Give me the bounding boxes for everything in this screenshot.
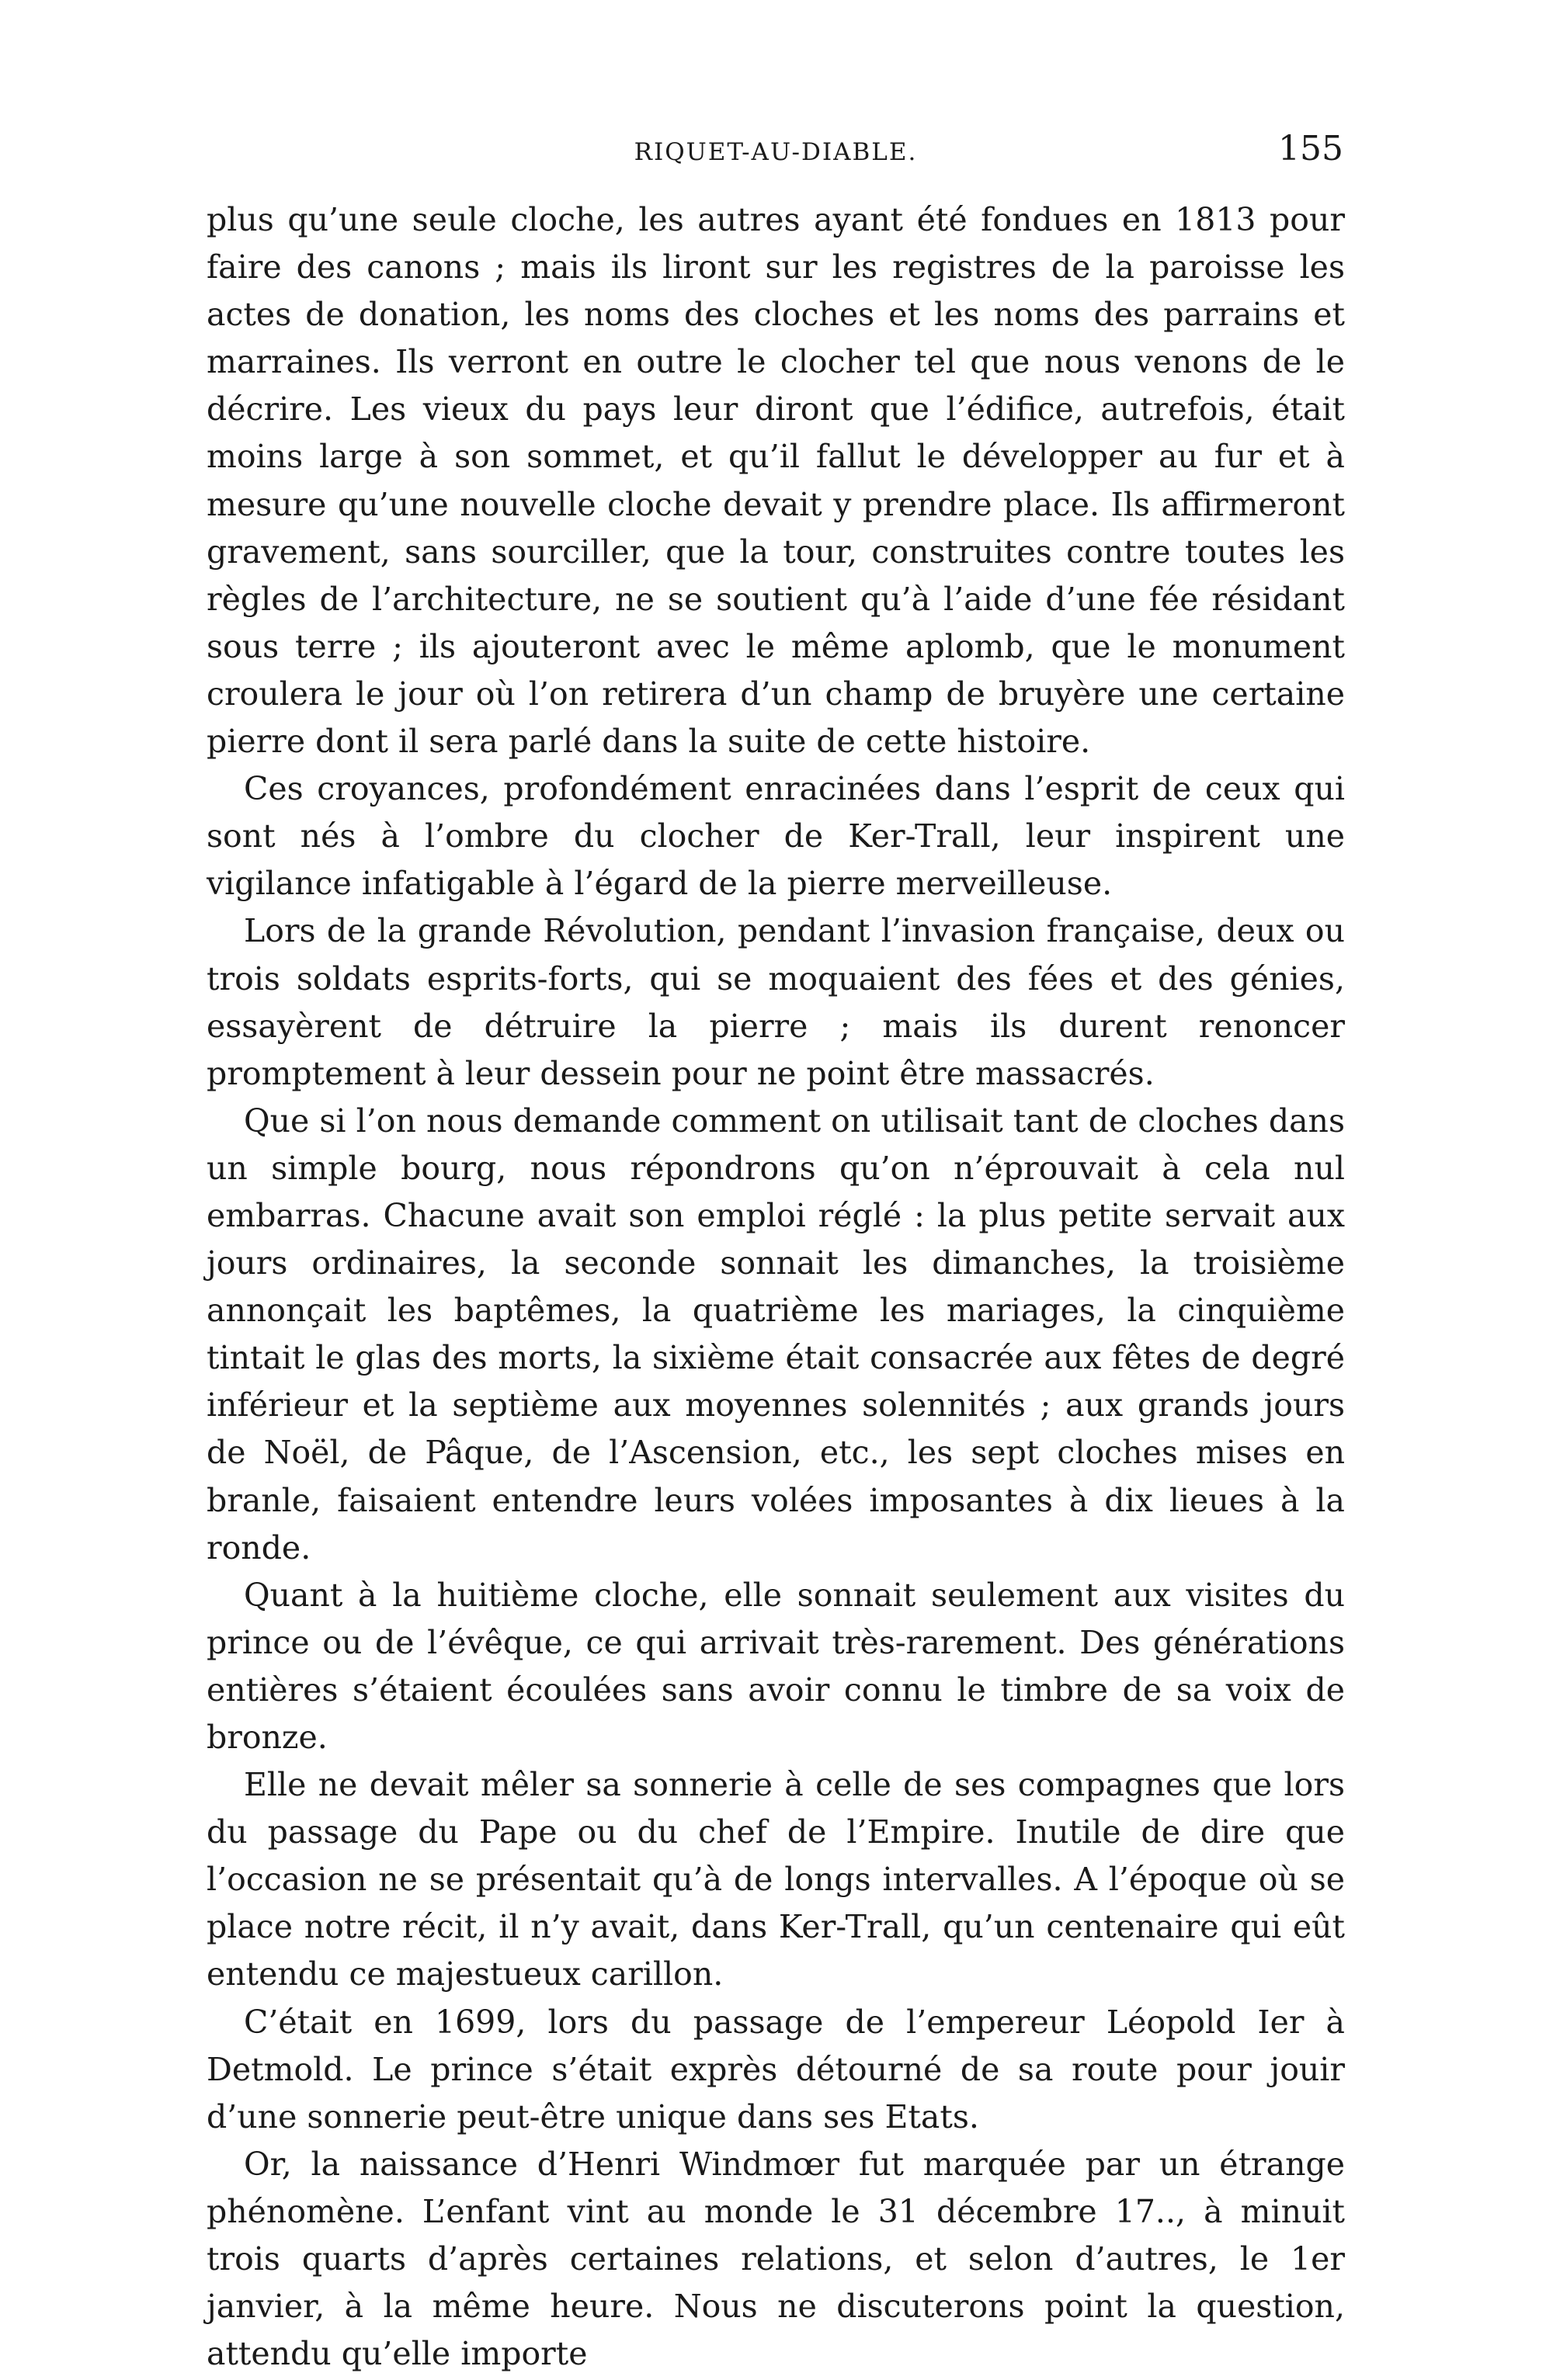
body-text: [207, 196, 1345, 2378]
paragraph-2: Ces croyances, profondément enracinées dans l’esprit de ceux qui sont nés à l’ombre du clocher de Ker-Trall, leur inspirent une vigilance infatigable à l’égard de la pierre merveilleuse.: [207, 770, 1345, 903]
paragraph-8: Or, la naissance d’Henri Windmœr fut marquée par un étrange phénomène. L’enfant vint au monde le 31 décembre 17.., à minuit trois quarts d’après certaines relations, et selon d’autres, le 1er janvier, à la même heure. Nous ne discuterons point la question, attendu qu’elle importe: [207, 2145, 1345, 2373]
paragraph-7: C’était en 1699, lors du passage de l’empereur Léopold Ier à Detmold. Le prince s’était exprès détourné de sa route pour jouir d’une sonnerie peut-être unique dans ses Etats.: [207, 2003, 1345, 2135]
running-head: [208, 129, 1343, 175]
paragraph-4: Que si l’on nous demande comment on utilisait tant de cloches dans un simple bourg, nous répondrons qu’on n’éprouvait à cela nul embarras. Chacune avait son emploi réglé : la plus petite servait aux jours ordinaires, la seconde sonnait les dimanches, la troisième annonçait les baptêmes, la quatrième les mariages, la cinquième tintait le glas des morts, la sixième était consacrée aux fêtes de degré inférieur et la septième aux moyennes solennités ; aux grands jours de Noël, de Pâque, de l’Ascension, etc., les sept cloches mises en branle, faisaient entendre leurs volées imposantes à dix lieues à la ronde.: [207, 1102, 1345, 1566]
page-number: 155: [1278, 129, 1343, 168]
paragraph-6: Elle ne devait mêler sa sonnerie à celle de ses compagnes que lors du passage du Pape ou du chef de l’Empire. Inutile de dire que l’occasion ne se présentait qu’à de longs intervalles. A l’époque où se place notre récit, il n’y avait, dans Ker-Trall, qu’un centenaire qui eût entendu ce majestueux carillon.: [207, 1766, 1345, 1993]
paragraph-5: Quant à la huitième cloche, elle sonnait seulement aux visites du prince ou de l’évêque, ce qui arrivait très-rarement. Des générations entières s’étaient écoulées sans avoir connu le timbre de sa voix de bronze.: [207, 1576, 1345, 1756]
paragraph-3: Lors de la grande Révolution, pendant l’invasion française, deux ou trois soldats esprits-forts, qui se moquaient des fées et des génies, essayèrent de détruire la pierre ; mais ils durent renoncer promptement à leur dessein pour ne point être massacrés.: [207, 912, 1345, 1092]
running-title: RIQUET-AU-DIABLE.: [634, 138, 918, 166]
paragraph-1: plus qu’une seule cloche, les autres ayant été fondues en 1813 pour faire des canons ; mais ils liront sur les registres de la paroisse les actes de donation, les noms des cloches et les noms des parrains et marraines. Ils verront en outre le clocher tel que nous venons de le décrire. Les vieux du pays leur diront que l’édifice, autrefois, était moins large à son sommet, et qu’il fallut le développer au fur et à mesure qu’une nouvelle cloche devait y prendre place. Ils affirmeront gravement, sans sourciller, que la tour, construites contre toutes les règles de l’architecture, ne se soutient qu’à l’aide d’une fée résidant sous terre ; ils ajouteront avec le même aplomb, que le monument croulera le jour où l’on retirera d’un champ de bruyère une certaine pierre dont il sera parlé dans la suite de cette histoire.: [207, 201, 1345, 761]
